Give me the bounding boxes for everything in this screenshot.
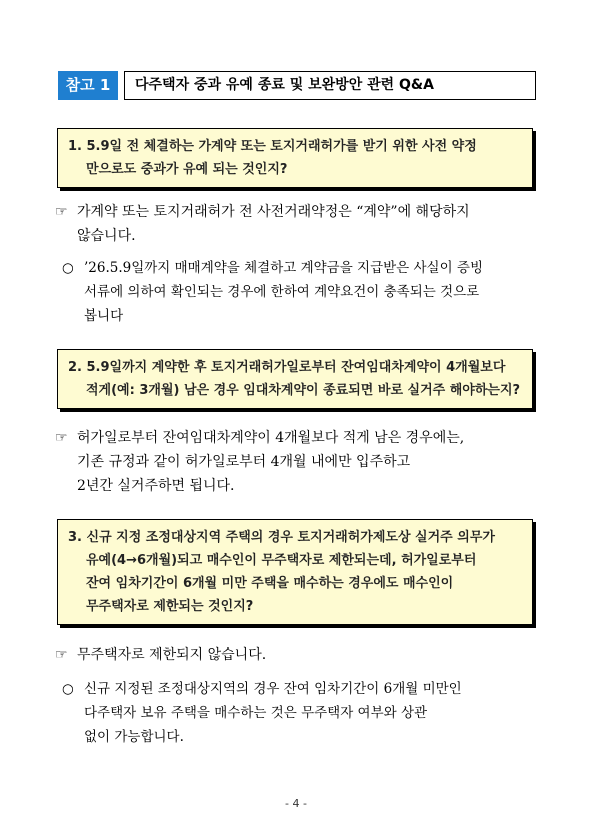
page-number: - 4 - [285, 797, 307, 810]
question-1-box [57, 128, 533, 188]
question-3-line-1: 3. 신규 지정 조정대상지역 주택의 경우 토지거래허가제도상 실거주 의무가 [68, 530, 495, 545]
circle-bullet-icon: ○ [62, 260, 74, 276]
answer-1-detail-line-3: 봅니다 [84, 308, 124, 324]
question-3-line-2: 유예(4→6개월)되고 매수인이 무주택자로 제한되는데, 허가일로부터 [86, 553, 477, 568]
answer-3-line-1: 무주택자로 제한되지 않습니다. [77, 647, 267, 663]
question-2-box [57, 349, 533, 409]
question-1-line-2: 만으로도 중과가 유예 되는 것인지? [86, 162, 288, 177]
question-3-line-4: 무주택자로 제한되는 것인지? [86, 599, 254, 614]
answer-1-line-1: 가계약 또는 토지거래허가 전 사전거래약정은 “계약”에 해당하지 [77, 204, 470, 220]
answer-1-detail [62, 256, 542, 328]
answer-3-detail-line-1: 신규 지정된 조정대상지역의 경우 잔여 임차기간이 6개월 미만인 [84, 681, 462, 697]
answer-3-detail [62, 677, 542, 749]
answer-3 [55, 643, 545, 667]
question-3-line-3: 잔여 임차기간이 6개월 미만 주택을 매수하는 경우에도 매수인이 [86, 576, 454, 591]
answer-1-detail-line-1: ’26.5.9일까지 매매계약을 체결하고 계약금을 지급받은 사실이 증빙 [84, 260, 484, 276]
answer-2-line-3: 2년간 실거주하면 됩니다. [77, 478, 235, 494]
answer-1-detail-line-2: 서류에 의하여 확인되는 경우에 한하여 계약요건이 충족되는 것으로 [84, 284, 480, 300]
answer-2 [55, 426, 545, 498]
answer-2-line-1: 허가일로부터 잔여임대차계약이 4개월보다 적게 남은 경우에는, [77, 430, 465, 446]
question-1-line-1: 1. 5.9일 전 체결하는 가계약 또는 토지거래허가를 받기 위한 사전 약정 [68, 139, 477, 154]
answer-3-detail-line-2: 다주택자 보유 주택을 매수하는 것은 무주택자 여부와 상관 [84, 705, 428, 721]
answer-2-line-2: 기존 규정과 같이 허가일로부터 4개월 내에만 입주하고 [77, 454, 411, 470]
circle-bullet-icon: ○ [62, 681, 74, 697]
question-2-line-1: 2. 5.9일까지 계약한 후 토지거래허가일로부터 잔여임대차계약이 4개월보다 [68, 360, 506, 375]
reference-label: 참고 1 [58, 71, 118, 100]
page-title: 다주택자 중과 유예 종료 및 보완방안 관련 Q&A [124, 71, 536, 100]
answer-1 [55, 200, 545, 248]
pointing-hand-icon: ☞ [55, 204, 68, 220]
pointing-hand-icon: ☞ [55, 430, 68, 446]
question-2-line-2: 적게(예: 3개월) 남은 경우 임대차계약이 종료되면 바로 실거주 해야하는지? [86, 383, 521, 398]
question-3-box [57, 519, 533, 625]
section-header [58, 71, 536, 100]
pointing-hand-icon: ☞ [55, 647, 68, 663]
answer-3-detail-line-3: 없이 가능합니다. [84, 729, 184, 745]
answer-1-line-2: 않습니다. [77, 228, 136, 244]
